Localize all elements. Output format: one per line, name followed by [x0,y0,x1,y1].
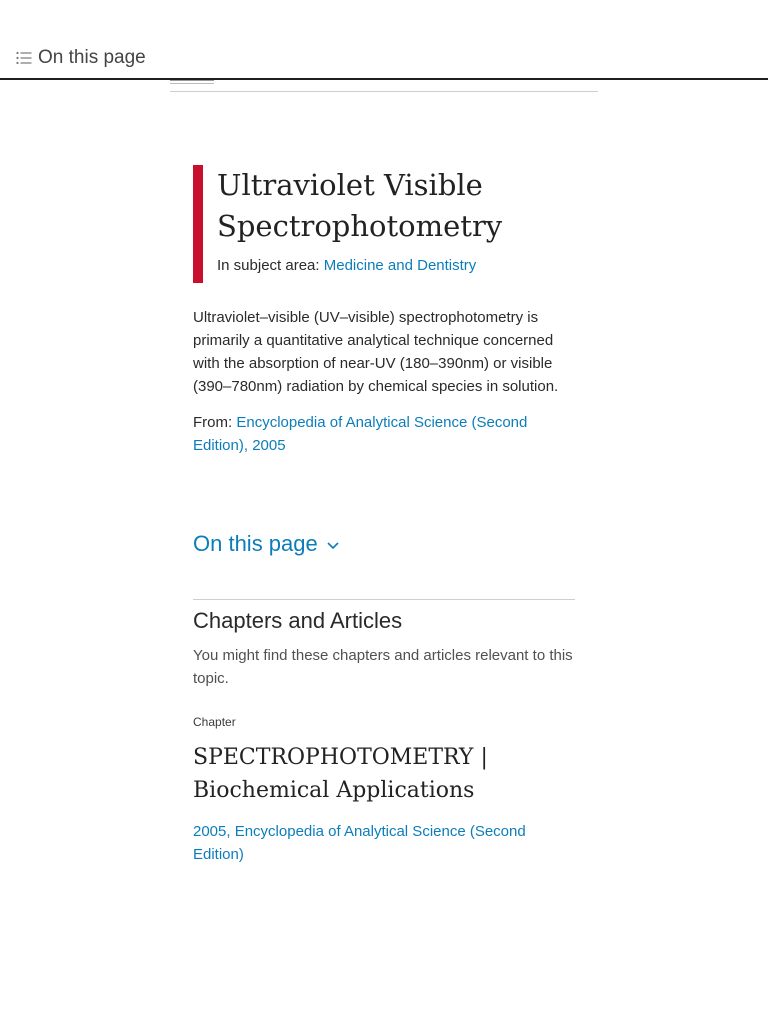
on-this-page-dropdown[interactable] [193,528,340,560]
subject-area [217,256,476,276]
chapter-title[interactable]: SPECTROPHOTOMETRY | Biochemical Applications [193,745,488,803]
divider [170,91,598,92]
divider [193,599,575,600]
definition-source [193,411,578,457]
on-this-page-label: On this page [38,47,146,68]
clipped-header-fragment [170,80,214,84]
topic-header [193,165,593,283]
topic-definition: Ultraviolet–visible (UV–visible) spectrophotometry is primarily a quantitative analytical technique concerned with the absorption of near-UV (180–390nm) or visible (390–780nm) radiation by chemical species in solution. [193,309,559,395]
chapter-source-link[interactable]: 2005, Encyclopedia of Analytical Science (Second Edition) [193,823,526,863]
page-title: Ultraviolet Visible Spectrophotometry [217,168,503,243]
chevron-down-icon [318,531,340,557]
subject-area-link[interactable]: Medicine and Dentistry [323,257,477,274]
chapter-type-label: Chapter [193,715,236,729]
list-icon [16,51,32,65]
accent-bar [193,165,203,283]
section-heading: Chapters and Articles [193,608,403,633]
source-link[interactable]: Encyclopedia of Analytical Science (Second Edition), 2005 [193,414,528,454]
source-prefix: From: [193,414,237,431]
section-description: You might find these chapters and articles relevant to this topic. [193,647,573,687]
chapter-source [193,820,578,866]
on-this-page-toggle[interactable] [16,44,146,72]
on-this-page-dropdown-label: On this page [193,531,318,556]
subject-area-prefix: In subject area: [217,257,324,274]
top-bar [0,0,768,80]
